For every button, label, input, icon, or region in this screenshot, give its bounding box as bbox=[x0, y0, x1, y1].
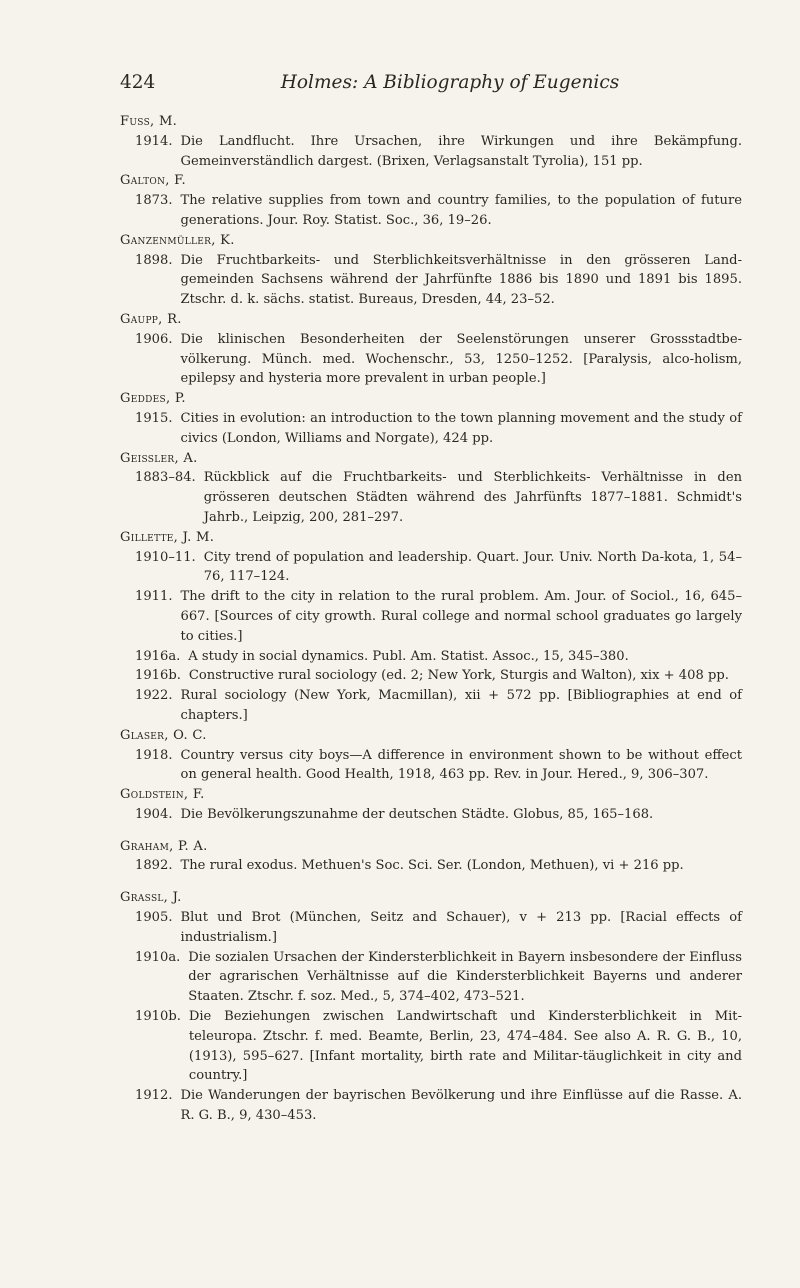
bibliography-entries bbox=[120, 112, 742, 1126]
entry-work bbox=[120, 948, 742, 1007]
bibliography-entry bbox=[120, 389, 742, 448]
work-year: 1883–84. bbox=[135, 470, 196, 486]
work-citation: The relative supplies from town and country families, to the population of future generations. Jour. Roy. Statist. Soc., 36, 19–26. bbox=[180, 193, 742, 228]
entry-work bbox=[120, 908, 742, 948]
work-citation: Rural sociology (New York, Macmillan), xii + 572 pp. [Bibliographies at end of chapters.] bbox=[180, 688, 742, 723]
work-citation: Die klinischen Besonderheiten der Seelenstörungen unserer Grossstadtbe-völkerung. Münch. med. Wochenschr., 53, 1250–1252. [Paralysis, alco-holism, epilepsy and hysteria more prevalent in urban people.] bbox=[180, 331, 742, 387]
bibliography-entry bbox=[120, 310, 742, 389]
work-year: 1918. bbox=[135, 747, 173, 763]
work-year: 1922. bbox=[135, 688, 173, 704]
entry-work bbox=[120, 132, 742, 172]
work-citation: City trend of population and leadership. Quart. Jour. Univ. North Da-kota, 1, 54–76, 117–124. bbox=[203, 549, 742, 585]
work-year: 1905. bbox=[135, 910, 173, 926]
work-citation: Die Bevölkerungszunahme der deutschen Städte. Globus, 85, 165–168. bbox=[180, 806, 654, 822]
entry-author: Geissler, A. bbox=[120, 450, 198, 466]
work-year: 1911. bbox=[135, 589, 173, 605]
work-citation: Die Wanderungen der bayrischen Bevölkerung und ihre Einflüsse auf die Rasse. A. R. G. B., 9, 430–453. bbox=[180, 1088, 742, 1124]
running-title: Holmes: A Bibliography of Eugenics bbox=[280, 72, 620, 93]
work-citation: Rückblick auf die Fruchtbarkeits- und Sterblichkeits- Verhältnisse in den grösseren deutschen Städten während des Jahrfünfts 1877–1881. Schmidt's Jahrb., Leipzig, 200, 281–297. bbox=[203, 470, 742, 525]
entry-work bbox=[120, 587, 742, 646]
entry-work bbox=[120, 191, 742, 231]
work-year: 1910a. bbox=[135, 949, 181, 965]
entry-author: Gaupp, R. bbox=[120, 311, 182, 327]
page-number: 424 bbox=[120, 72, 156, 93]
work-citation: Country versus city boys—A difference in environment shown to be without effect on general health. Good Health, 1918, 463 pp. Rev. in Jour. Hered., 9, 306–307. bbox=[180, 747, 742, 783]
work-citation: Die Fruchtbarkeits- und Sterblichkeitsverhältnisse in den grösseren Land-gemeinden Sachsens während der Jahrfünfte 1886 bis 1890 und 1891 bis 1895. Ztschr. d. k. sächs. statist. Bureaus, Dresden, 44, 23–52. bbox=[180, 252, 742, 308]
entry-author: Geddes, P. bbox=[120, 391, 186, 407]
work-year: 1906. bbox=[135, 331, 173, 347]
entry-work bbox=[120, 409, 742, 449]
work-citation: Constructive rural sociology (ed. 2; New York, Sturgis and Walton), xix + 408 pp. bbox=[188, 668, 729, 684]
entry-author: Graham, P. A. bbox=[120, 838, 208, 854]
entry-work bbox=[120, 1007, 742, 1086]
entry-author: Fuss, M. bbox=[120, 114, 178, 129]
work-citation: Die sozialen Ursachen der Kindersterblichkeit in Bayern insbesondere der Einfluss der agrarischen Verhältnisse auf die Kindersterblichkeit Bayerns und anderer Staaten. Ztschr. f. soz. Med., 5, 374–402, 473–521. bbox=[188, 949, 742, 1005]
entry-work bbox=[120, 251, 742, 310]
work-year: 1910b. bbox=[135, 1009, 181, 1025]
bibliography-entry bbox=[120, 726, 742, 785]
entry-work bbox=[120, 468, 742, 527]
entry-author: Goldstein, F. bbox=[120, 787, 205, 803]
entry-work bbox=[120, 856, 742, 876]
work-year: 1873. bbox=[135, 193, 173, 209]
work-year: 1910–11. bbox=[135, 549, 196, 565]
entry-work bbox=[120, 1086, 742, 1126]
bibliography-entry bbox=[120, 231, 742, 310]
bibliography-entry bbox=[120, 449, 742, 528]
work-citation: The rural exodus. Methuen's Soc. Sci. Ser. (London, Methuen), vi + 216 pp. bbox=[180, 858, 684, 874]
entry-author: Ganzenmüller, K. bbox=[120, 232, 235, 248]
work-citation: The drift to the city in relation to the rural problem. Am. Jour. of Sociol., 16, 645–667. [Sources of city growth. Rural college and normal school graduates go largely to cities.] bbox=[180, 589, 742, 644]
work-citation: A study in social dynamics. Publ. Am. Statist. Assoc., 15, 345–380. bbox=[188, 648, 629, 664]
work-year: 1892. bbox=[135, 858, 173, 874]
work-year: 1904. bbox=[135, 806, 173, 822]
entry-author: Gillette, J. M. bbox=[120, 529, 215, 545]
work-citation: Die Beziehungen zwischen Landwirtschaft und Kindersterblichkeit in Mit-teleuropa. Ztschr. f. med. Beamte, Berlin, 23, 474–484. See also A. R. G. B., 10, (1913), 595–627. [Infant mortality, birth rate and Militar-täuglichkeit in city and country.] bbox=[188, 1009, 742, 1084]
entry-author: Galton, F. bbox=[120, 173, 186, 189]
work-year: 1915. bbox=[135, 410, 173, 426]
bibliography-entry bbox=[120, 837, 742, 877]
work-year: 1898. bbox=[135, 252, 173, 268]
work-citation: Blut und Brot (München, Seitz and Schauer), v + 213 pp. [Racial effects of industrialism.] bbox=[180, 910, 742, 945]
entry-work bbox=[120, 805, 742, 825]
entry-work bbox=[120, 647, 742, 667]
bibliography-entry bbox=[120, 888, 742, 1126]
entry-work bbox=[120, 746, 742, 786]
bibliography-entry bbox=[120, 785, 742, 825]
running-header bbox=[120, 72, 740, 100]
work-year: 1916a. bbox=[135, 648, 181, 664]
entry-work bbox=[120, 686, 742, 726]
work-year: 1912. bbox=[135, 1088, 173, 1104]
entry-work bbox=[120, 666, 742, 686]
bibliography-entry bbox=[120, 528, 742, 726]
entry-author: Glaser, O. C. bbox=[120, 727, 207, 743]
work-year: 1916b. bbox=[135, 668, 181, 684]
entry-work bbox=[120, 548, 742, 588]
bibliography-entry bbox=[120, 171, 742, 230]
work-citation: Cities in evolution: an introduction to the town planning movement and the study of civics (London, Williams and Norgate), 424 pp. bbox=[180, 410, 742, 446]
bibliography-entry bbox=[120, 112, 742, 171]
work-citation: Die Landflucht. Ihre Ursachen, ihre Wirkungen und ihre Bekämpfung. Gemeinverständlich dargest. (Brixen, Verlagsanstalt Tyrolia), 151 pp. bbox=[180, 133, 742, 169]
work-year: 1914. bbox=[135, 133, 173, 149]
entry-work bbox=[120, 330, 742, 389]
entry-author: Grassl, J. bbox=[120, 890, 182, 906]
